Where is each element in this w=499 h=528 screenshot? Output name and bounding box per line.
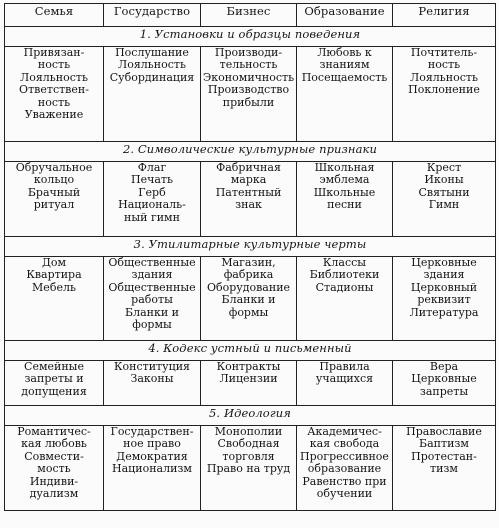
cell-text-line: Брачный xyxy=(27,185,81,199)
cell-text-line: Гимн xyxy=(428,198,460,212)
cell-education xyxy=(297,257,393,341)
cell-text-line: Монополии xyxy=(214,425,283,438)
cell-text-line: Националь- xyxy=(118,198,186,212)
cell-text-line: мость xyxy=(37,462,71,476)
cell-text-line: Поклонение xyxy=(408,83,480,97)
institutions-table xyxy=(4,3,496,511)
cell-text-line: песни xyxy=(327,198,362,212)
cell-text-line: Законы xyxy=(130,372,174,386)
cell-text-line: тельность xyxy=(219,58,278,72)
cell-text-line: запреты xyxy=(419,384,469,398)
cell-text-line: Равенство при xyxy=(302,474,387,488)
section-title: 2. Символические культурные признаки xyxy=(5,142,496,162)
cell-religion xyxy=(393,426,496,511)
cell-business xyxy=(201,162,297,237)
cell-text-line: Православие xyxy=(406,425,482,438)
cell-text-line: Магазин, xyxy=(221,256,276,269)
section-title: 5. Идеология xyxy=(5,406,496,426)
section-header-row xyxy=(5,237,496,257)
cell-text-line: Классы xyxy=(322,256,367,269)
cell-text-line: Производство xyxy=(207,83,290,97)
cell-text-line: запреты и xyxy=(24,372,84,386)
cell-text-line: Производи- xyxy=(214,46,283,59)
cell-text-line: Ответствен- xyxy=(19,83,89,97)
cell-text-line: Совмести- xyxy=(24,449,84,463)
cell-text-line: допущения xyxy=(21,384,87,398)
cell-text-line: Святыни xyxy=(418,185,470,199)
cell-state xyxy=(104,426,201,511)
cell-text-line: Послушание xyxy=(115,46,189,59)
cell-text-line: образование xyxy=(307,462,382,476)
cell-text-line: Лицензии xyxy=(219,372,278,386)
cell-text-line: марка xyxy=(230,173,267,187)
cell-text-line: прибыли xyxy=(222,95,275,109)
section-content-row xyxy=(5,361,496,406)
cell-education xyxy=(297,162,393,237)
section-header-row xyxy=(5,406,496,426)
cell-family xyxy=(5,257,104,341)
cell-text-line: Церковный xyxy=(410,280,478,294)
cell-text-line: Литература xyxy=(409,305,479,319)
column-header-row xyxy=(5,4,496,27)
cell-text-line: Почтитель- xyxy=(410,46,478,59)
cell-education xyxy=(297,47,393,142)
cell-text-line: Романтичес- xyxy=(17,425,91,438)
cell-religion xyxy=(393,257,496,341)
column-header-religion: Религия xyxy=(393,4,496,27)
cell-text-line: Флаг xyxy=(137,161,167,174)
cell-text-line: реквизит xyxy=(417,293,471,307)
cell-text-line: Дом xyxy=(41,256,67,269)
cell-text-line: Стадионы xyxy=(315,280,374,294)
cell-text-line: Баптизм xyxy=(419,437,469,451)
cell-education xyxy=(297,361,393,406)
cell-family xyxy=(5,162,104,237)
section-header-row xyxy=(5,142,496,162)
cell-text-line: Бланки и xyxy=(125,305,179,319)
cell-text-line: Национализм xyxy=(112,462,192,476)
cell-text-line: Академичес- xyxy=(307,425,382,438)
cell-business xyxy=(201,257,297,341)
section-header-row xyxy=(5,27,496,47)
cell-education xyxy=(297,426,393,511)
cell-text-line: Контракты xyxy=(216,360,281,373)
section-content-row xyxy=(5,257,496,341)
cell-text-line: Правила xyxy=(319,360,370,373)
cell-text-line: знак xyxy=(235,198,262,212)
cell-text-line: ное право xyxy=(123,437,181,451)
cell-text-line: Бланки и xyxy=(221,293,276,307)
cell-text-line: Лояльность xyxy=(118,58,186,72)
cell-business xyxy=(201,426,297,511)
column-header-state: Государство xyxy=(104,4,201,27)
cell-text-line: учащихся xyxy=(315,372,374,386)
cell-text-line: Семейные xyxy=(24,360,84,373)
cell-text-line: формы xyxy=(228,305,269,319)
cell-text-line: Школьная xyxy=(314,161,375,174)
column-header-business: Бизнес xyxy=(201,4,297,27)
cell-text-line: Свободная xyxy=(217,437,280,451)
cell-text-line: тизм xyxy=(430,462,458,476)
cell-state xyxy=(104,257,201,341)
cell-text-line: кая свобода xyxy=(309,437,380,451)
cell-text-line: Вера xyxy=(429,360,459,373)
cell-text-line: Церковные xyxy=(411,256,477,269)
cell-family xyxy=(5,47,104,142)
cell-text-line: Общественные xyxy=(108,280,196,294)
cell-text-line: Экономичность xyxy=(202,70,295,84)
section-header-row xyxy=(5,341,496,361)
cell-text-line: Квартира xyxy=(26,268,82,282)
column-header-family: Семья xyxy=(5,4,104,27)
cell-business xyxy=(201,47,297,142)
cell-text-line: обучении xyxy=(316,487,373,501)
cell-text-line: Субординация xyxy=(109,70,195,84)
cell-text-line: торговля xyxy=(222,449,275,463)
cell-state xyxy=(104,47,201,142)
cell-text-line: формы xyxy=(132,318,172,332)
cell-family xyxy=(5,361,104,406)
cell-text-line: Обручальное xyxy=(15,161,93,174)
cell-text-line: Протестан- xyxy=(411,449,477,463)
cell-text-line: кольцо xyxy=(33,173,75,187)
cell-text-line: Лояльность xyxy=(410,70,478,84)
section-content-row xyxy=(5,47,496,142)
cell-text-line: Государствен- xyxy=(110,425,194,438)
cell-text-line: Герб xyxy=(138,185,166,199)
cell-text-line: Патентный xyxy=(215,185,282,199)
cell-text-line: Прогрессивное xyxy=(300,449,389,463)
cell-text-line: Церковные xyxy=(411,372,477,386)
cell-text-line: Иконы xyxy=(424,173,464,187)
column-header-education: Образование xyxy=(297,4,393,27)
cell-text-line: Лояльность xyxy=(20,70,88,84)
section-content-row xyxy=(5,426,496,511)
cell-religion xyxy=(393,47,496,142)
cell-text-line: Привязан- xyxy=(23,46,85,59)
cell-text-line: дуализм xyxy=(29,487,79,501)
cell-text-line: Оборудование xyxy=(206,280,291,294)
cell-text-line: ность xyxy=(37,95,71,109)
cell-text-line: Демократия xyxy=(116,449,188,463)
cell-text-line: Школьные xyxy=(313,185,376,199)
cell-text-line: Уважение xyxy=(24,108,84,122)
cell-text-line: Право на труд xyxy=(206,462,291,476)
cell-text-line: ритуал xyxy=(33,198,75,212)
cell-text-line: здания xyxy=(131,268,173,282)
cell-text-line: Индиви- xyxy=(29,474,79,488)
cell-text-line: Крест xyxy=(426,161,462,174)
cell-state xyxy=(104,361,201,406)
cell-text-line: Любовь к xyxy=(317,46,372,59)
cell-text-line: ность xyxy=(427,58,461,72)
cell-text-line: Мебель xyxy=(32,280,76,294)
cell-text-line: здания xyxy=(423,268,465,282)
cell-religion xyxy=(393,361,496,406)
cell-religion xyxy=(393,162,496,237)
cell-text-line: ный гимн xyxy=(124,210,180,224)
section-title: 3. Утилитарные культурные черты xyxy=(5,237,496,257)
cell-text-line: кая любовь xyxy=(21,437,87,451)
cell-text-line: фабрика xyxy=(223,268,274,282)
cell-text-line: знаниям xyxy=(319,58,370,72)
section-title: 4. Кодекс устный и письменный xyxy=(5,341,496,361)
cell-family xyxy=(5,426,104,511)
cell-text-line: Библиотеки xyxy=(309,268,380,282)
cell-business xyxy=(201,361,297,406)
section-content-row xyxy=(5,162,496,237)
cell-text-line: Фабричная xyxy=(216,161,281,174)
cell-text-line: Общественные xyxy=(108,256,196,269)
cell-state xyxy=(104,162,201,237)
section-title: 1. Установки и образцы поведения xyxy=(5,27,496,47)
cell-text-line: Посещаемость xyxy=(301,70,388,84)
cell-text-line: Печать xyxy=(130,173,173,187)
cell-text-line: ность xyxy=(37,58,71,72)
cell-text-line: работы xyxy=(131,293,173,307)
cell-text-line: эмблема xyxy=(319,173,370,187)
cell-text-line: Конституция xyxy=(114,360,190,373)
